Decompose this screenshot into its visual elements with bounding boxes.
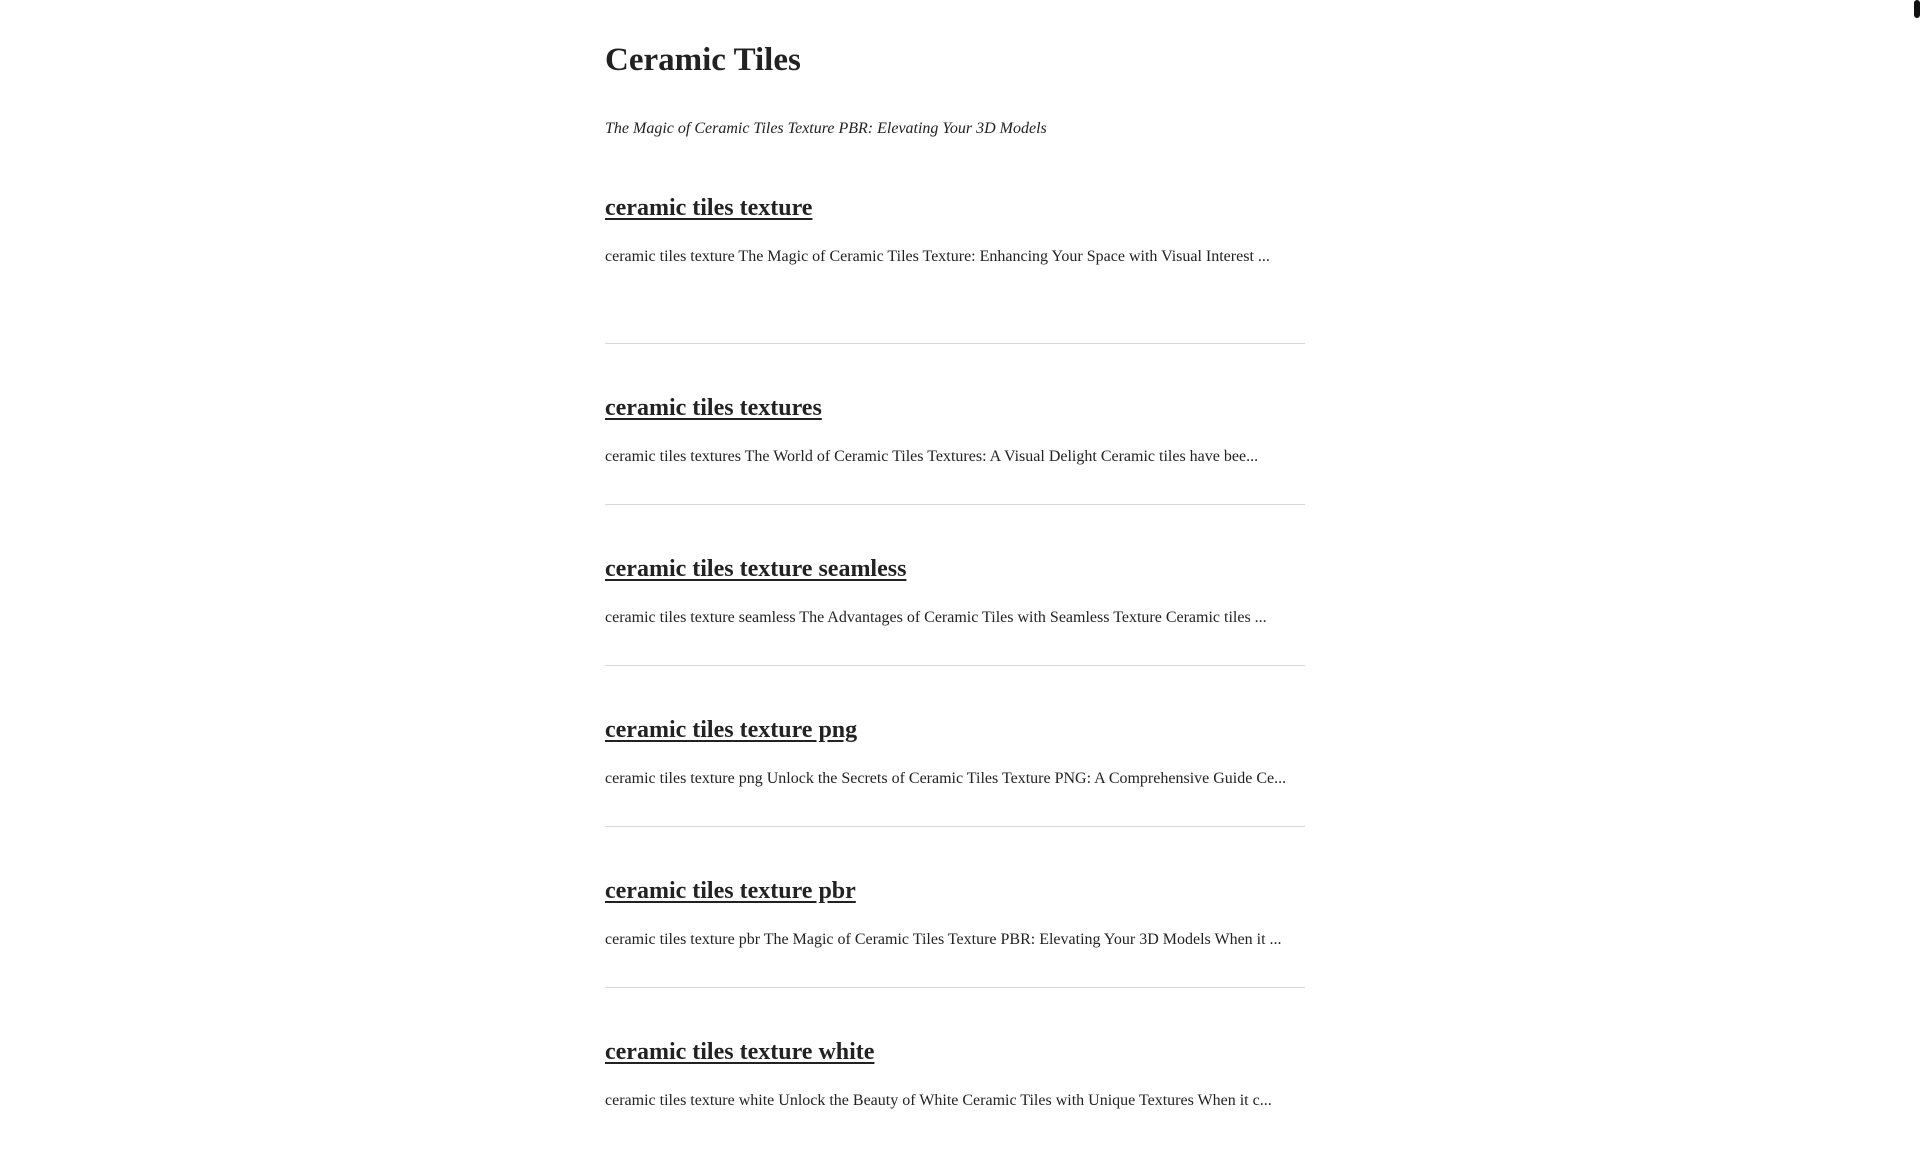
post-excerpt: ceramic tiles texture white Unlock the Beauty of White Ceramic Tiles with Unique Textures When it c... xyxy=(605,1092,1272,1109)
post-item xyxy=(605,344,1305,505)
post-excerpt: ceramic tiles texture The Magic of Ceramic Tiles Texture: Enhancing Your Space with Visual Interest ... xyxy=(605,248,1270,265)
post-item xyxy=(605,505,1305,666)
post-title-link[interactable]: ceramic tiles texture pbr xyxy=(605,878,856,904)
page-content xyxy=(605,0,1305,1149)
post-title-link[interactable]: ceramic tiles texture white xyxy=(605,1039,875,1065)
post-item xyxy=(605,666,1305,827)
post-excerpt: ceramic tiles texture seamless The Advantages of Ceramic Tiles with Seamless Texture Ceramic tiles ... xyxy=(605,609,1267,626)
site-tagline: The Magic of Ceramic Tiles Texture PBR: Elevating Your 3D Models xyxy=(605,120,1047,137)
post-excerpt: ceramic tiles texture pbr The Magic of Ceramic Tiles Texture PBR: Elevating Your 3D Models When it ... xyxy=(605,931,1282,948)
post-item xyxy=(605,827,1305,988)
site-title: Ceramic Tiles xyxy=(605,42,801,78)
post-excerpt: ceramic tiles textures The World of Ceramic Tiles Textures: A Visual Delight Ceramic tiles have bee... xyxy=(605,448,1259,465)
post-excerpt: ceramic tiles texture png Unlock the Secrets of Ceramic Tiles Texture PNG: A Comprehensive Guide Ce... xyxy=(605,770,1287,787)
post-list xyxy=(605,184,1305,1149)
post-title-link[interactable]: ceramic tiles texture seamless xyxy=(605,556,907,582)
scrollbar-thumb[interactable] xyxy=(1914,0,1920,18)
post-title-link[interactable]: ceramic tiles textures xyxy=(605,395,822,421)
post-item xyxy=(605,988,1305,1149)
post-title-link[interactable]: ceramic tiles texture xyxy=(605,195,813,221)
post-item xyxy=(605,184,1305,344)
post-title-link[interactable]: ceramic tiles texture png xyxy=(605,717,858,743)
